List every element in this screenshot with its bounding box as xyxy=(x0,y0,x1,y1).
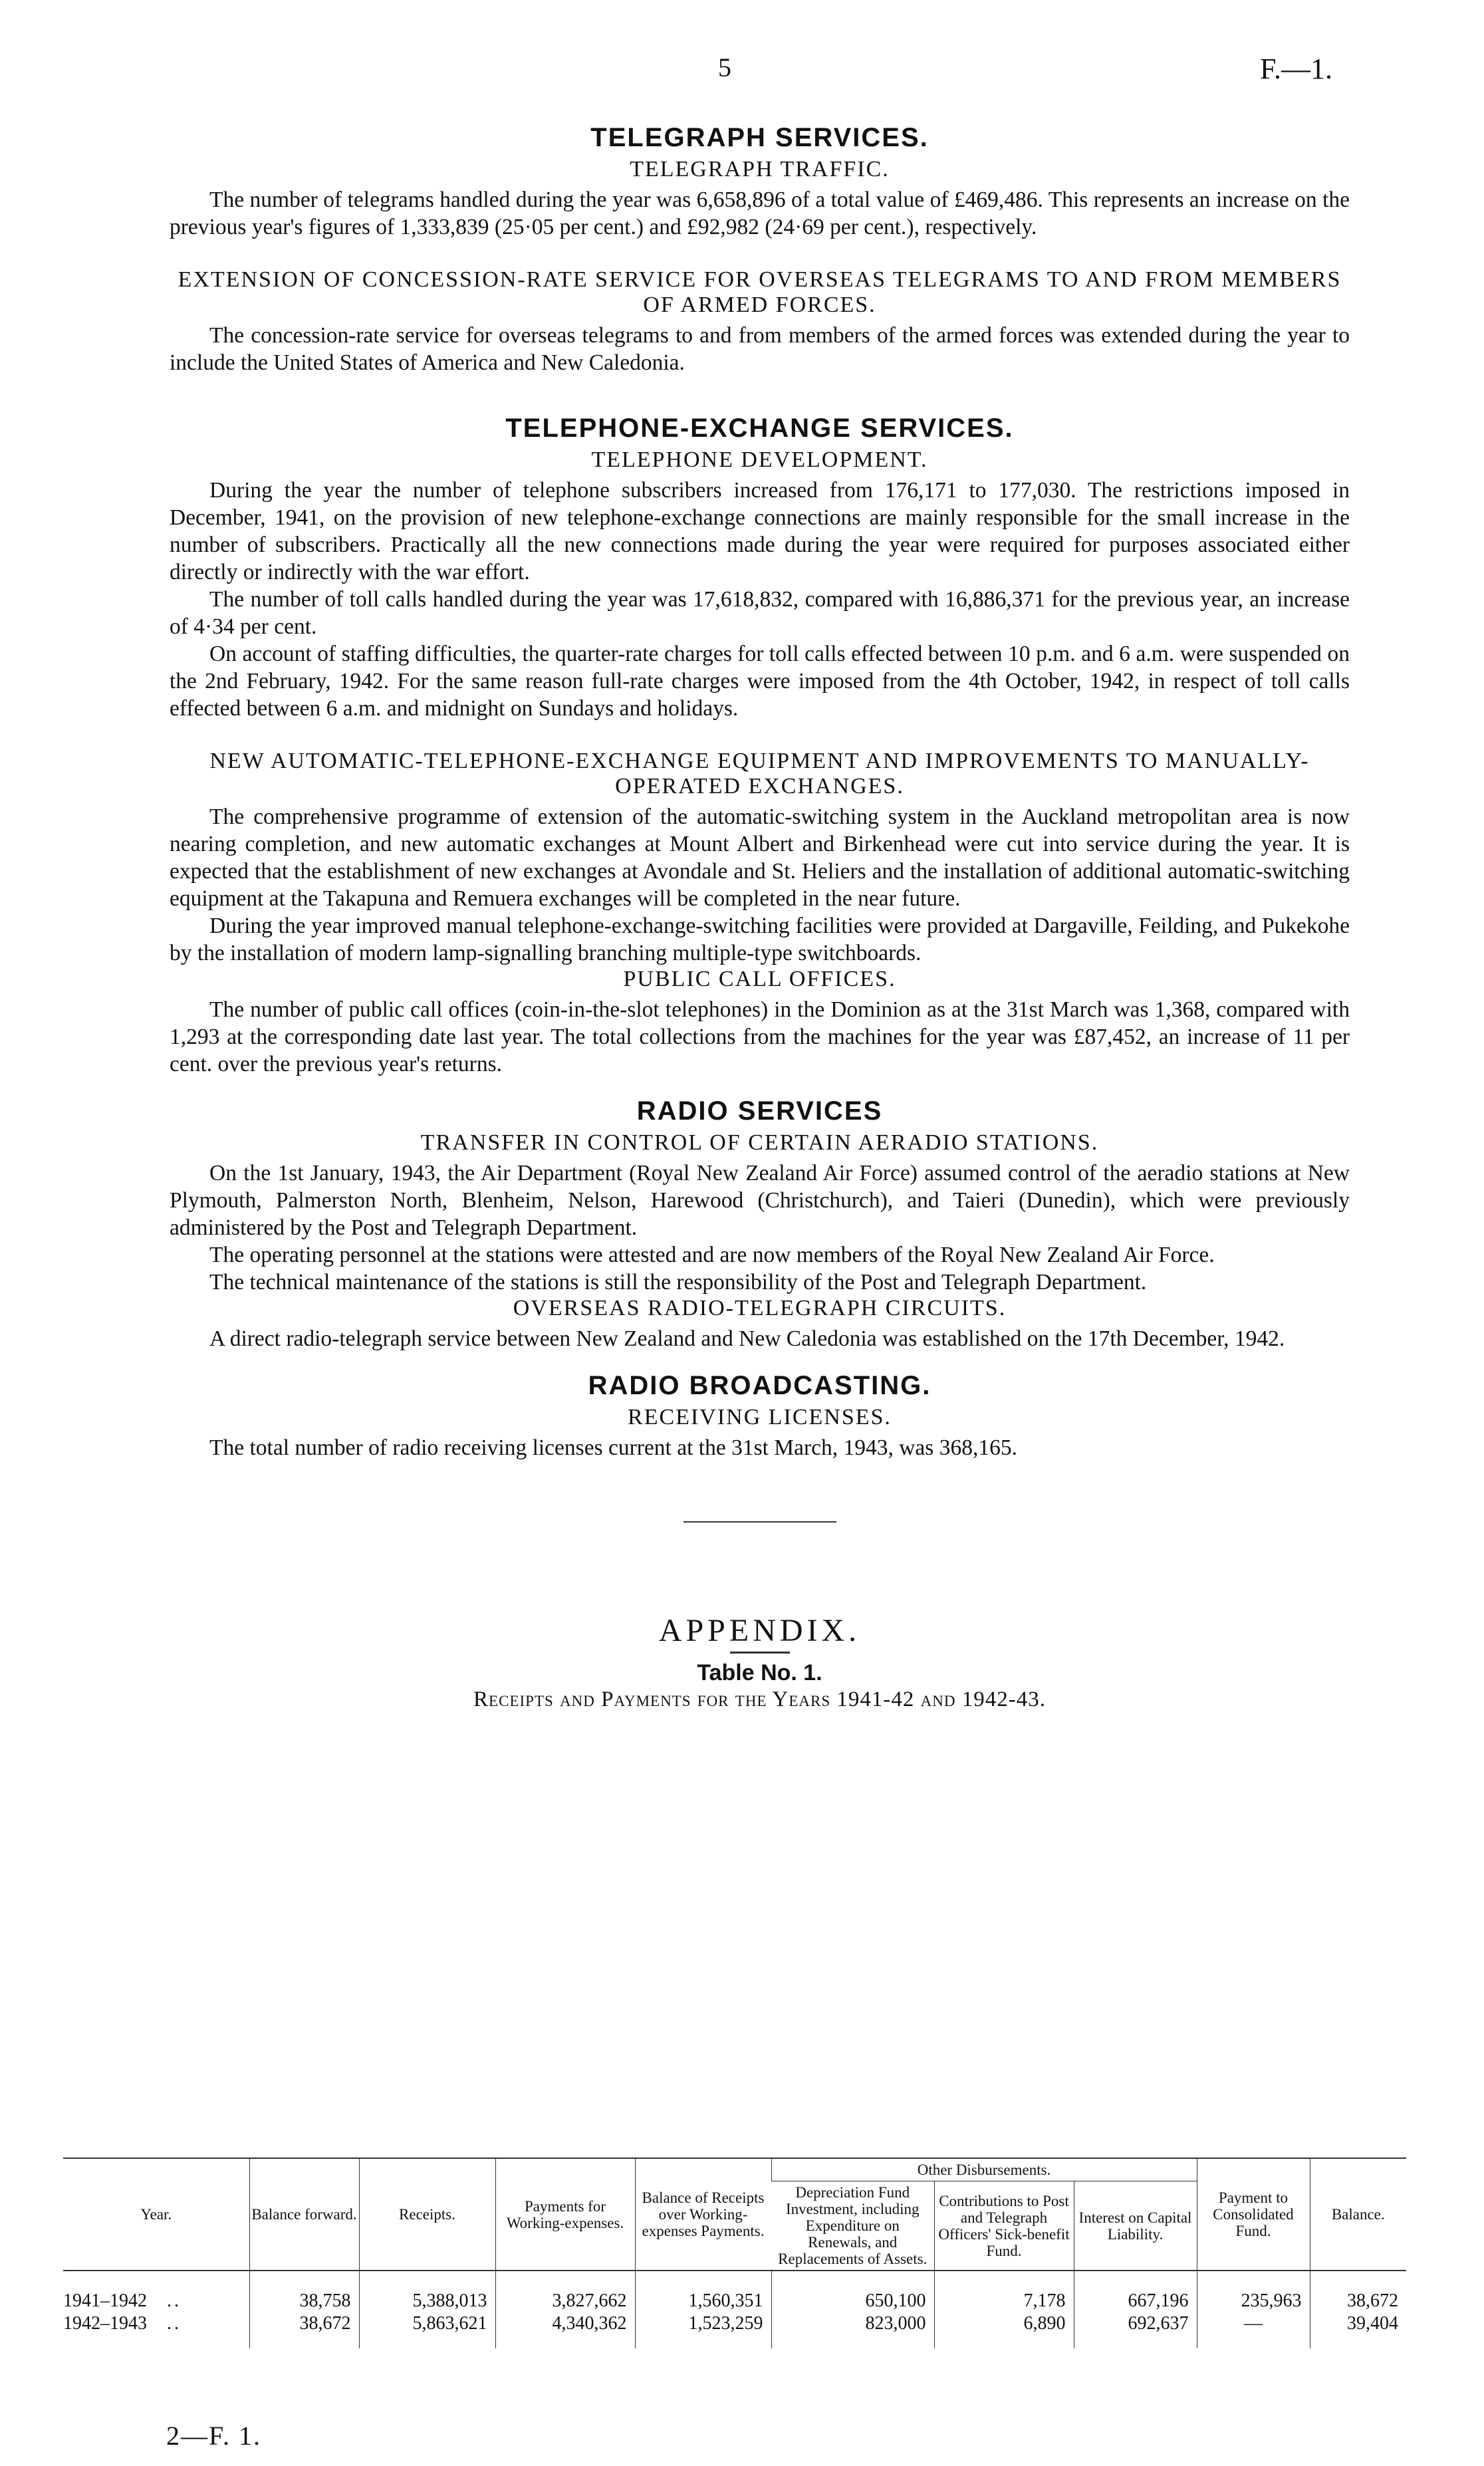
header-receipts: Receipts. xyxy=(359,2158,495,2271)
table-row xyxy=(63,2290,1406,2312)
cell-balance: 39,404 xyxy=(1310,2312,1406,2335)
cell-balance-forward: 38,672 xyxy=(249,2312,359,2335)
telephone-heading: TELEPHONE-EXCHANGE SERVICES. xyxy=(505,414,1014,443)
receipts-payments-table xyxy=(63,2158,1406,2348)
header-other-disbursements: Other Disbursements. xyxy=(771,2158,1197,2181)
cell-balance-receipts: 1,560,351 xyxy=(635,2290,771,2312)
cell-depreciation: 823,000 xyxy=(771,2312,934,2335)
appendix-title: APPENDIX. xyxy=(658,1613,861,1648)
telephone-section xyxy=(170,414,1350,1078)
broadcasting-section xyxy=(170,1371,1350,1461)
broadcasting-paragraph: The total number of radio receiving licenses current at the 31st March, 1943, was 368,165. xyxy=(209,1435,1017,1460)
cell-payments: 4,340,362 xyxy=(495,2312,635,2335)
radio-paragraph: On the 1st January, 1943, the Air Department (Royal New Zealand Air Force) assumed control of the aeradio stations at New Plymouth, Palmerston North, Blenheim, Nelson, Harewood (Christchurch), and Taieri (Dunedin), which were previously administered by the Post and Telegraph Department. xyxy=(170,1161,1350,1240)
automatic-exchange-heading: NEW AUTOMATIC-TELEPHONE-EXCHANGE EQUIPMENT AND IMPROVEMENTS TO MANUALLY-OPERATED EXCHANGES. xyxy=(209,749,1310,799)
broadcasting-heading: RADIO BROADCASTING. xyxy=(588,1371,931,1400)
receiving-licenses-heading: RECEIVING LICENSES. xyxy=(628,1405,892,1429)
cell-receipts: 5,388,013 xyxy=(359,2290,495,2312)
aeradio-transfer-heading: TRANSFER IN CONTROL OF CERTAIN AERADIO STATIONS. xyxy=(420,1130,1099,1155)
radio-heading: RADIO SERVICES xyxy=(636,1096,883,1126)
header-contributions: Contributions to Post and Telegraph Officers' Sick-benefit Fund. xyxy=(934,2181,1074,2271)
telephone-paragraph: During the year the number of telephone subscribers increased from 176,171 to 177,030. The restrictions imposed in December, 1941, on the provision of new telephone-exchange connections are mainly responsible for the small increase in the number of subscribers. Practically all the new connections made during the year were required for purposes associated either directly or indirectly with the war effort. xyxy=(170,478,1350,584)
telephone-paragraph: During the year improved manual telephone-exchange-switching facilities were provided at Dargaville, Feilding, and Pukekohe by the installation of modern lamp-signalling branching multiple-type switchboards. xyxy=(170,914,1350,965)
cell-consolidated: 235,963 xyxy=(1197,2290,1310,2312)
cell-contributions: 7,178 xyxy=(934,2290,1074,2312)
cell-year: 1942–1943 .. xyxy=(63,2313,182,2334)
header-balance: Balance. xyxy=(1310,2158,1406,2271)
telegraph-traffic-text: The number of telegrams handled during the year was 6,658,896 of a total value of £469,486. This represents an increase on the previous year's figures of 1,333,839 (25·05 per cent.) and £92,982 (24·69 per cent.), respectively. xyxy=(170,187,1350,239)
telephone-paragraph: On account of staffing difficulties, the quarter-rate charges for toll calls effected between 10 p.m. and 6 a.m. were suspended on the 2nd February, 1942. For the same reason full-rate charges were imposed from the 4th October, 1942, in respect of toll calls effected between 6 a.m. and midnight on Sundays and holidays. xyxy=(170,642,1350,721)
cell-contributions: 6,890 xyxy=(934,2312,1074,2335)
concession-rate-heading: EXTENSION OF CONCESSION-RATE SERVICE FOR OVERSEAS TELEGRAMS TO AND FROM MEMBERS OF ARMED FORCES. xyxy=(178,267,1342,317)
radio-section xyxy=(170,1096,1350,1352)
header-balance-receipts: Balance of Receipts over Working-expenses Payments. xyxy=(635,2158,771,2271)
header-consolidated: Payment to Consolidated Fund. xyxy=(1197,2158,1310,2271)
table-title: Table No. 1. xyxy=(697,1660,822,1685)
radio-paragraph: The operating personnel at the stations were attested and are now members of the Royal New Zealand Air Force. xyxy=(209,1243,1215,1267)
overseas-circuits-heading: OVERSEAS RADIO-TELEGRAPH CIRCUITS. xyxy=(513,1296,1007,1320)
telegraph-heading: TELEGRAPH SERVICES. xyxy=(590,123,929,152)
table-row xyxy=(63,2312,1406,2335)
header-depreciation: Depreciation Fund Investment, including Expenditure on Renewals, and Replacements of Assets. xyxy=(771,2181,934,2271)
cell-receipts: 5,863,621 xyxy=(359,2312,495,2335)
telephone-paragraph: The number of toll calls handled during the year was 17,618,832, compared with 16,886,371 for the previous year, an increase of 4·34 per cent. xyxy=(170,587,1350,639)
telephone-paragraph: The number of public call offices (coin-in-the-slot telephones) in the Dominion as at the 31st March was 1,368, compared with 1,293 at the corresponding date last year. The total collections from the machines for the year was £87,452, an increase of 11 per cent. over the previous year's returns. xyxy=(170,997,1350,1076)
telephone-paragraph: The comprehensive programme of extension of the automatic-switching system in the Auckland metropolitan area is now nearing completion, and new automatic exchanges at Mount Albert and Birkenhead were cut into service during the year. It is expected that the establishment of new exchanges at Avondale and St. Heliers and the installation of additional automatic-switching equipment at the Takapuna and Remuera exchanges will be completed in the near future. xyxy=(170,804,1350,911)
cell-depreciation: 650,100 xyxy=(771,2290,934,2312)
public-call-offices-heading: PUBLIC CALL OFFICES. xyxy=(623,967,896,991)
telegraph-traffic-heading: TELEGRAPH TRAFFIC. xyxy=(630,157,890,182)
header-year: Year. xyxy=(63,2158,249,2271)
concession-rate-text: The concession-rate service for overseas telegrams to and from members of the armed forces was extended during the year to include the United States of America and New Caledonia. xyxy=(170,323,1350,375)
printer-signature: 2—F. 1. xyxy=(166,2421,262,2451)
cell-interest: 692,637 xyxy=(1074,2312,1197,2335)
cell-balance-receipts: 1,523,259 xyxy=(635,2312,771,2335)
header-payments: Payments for Working-expenses. xyxy=(495,2158,635,2271)
page-number: 5 xyxy=(718,53,731,82)
header-interest: Interest on Capital Liability. xyxy=(1074,2181,1197,2271)
cell-payments: 3,827,662 xyxy=(495,2290,635,2312)
radio-paragraph: The technical maintenance of the stations is still the responsibility of the Post and Telegraph Department. xyxy=(209,1270,1147,1295)
telephone-development-heading: TELEPHONE DEVELOPMENT. xyxy=(591,447,928,472)
cell-year: 1941–1942 .. xyxy=(63,2290,182,2311)
appendix-section xyxy=(170,1612,1350,1712)
appendix-rule xyxy=(730,1652,790,1654)
document-reference: F.—1. xyxy=(1260,53,1332,85)
telegraph-section xyxy=(170,123,1350,376)
main-content xyxy=(170,123,1350,1712)
cell-balance-forward: 38,758 xyxy=(249,2290,359,2312)
table-subtitle: Receipts and Payments for the Years 1941-42 and 1942-43. xyxy=(473,1687,1046,1711)
radio-paragraph: A direct radio-telegraph service between New Zealand and New Caledonia was established on the 17th December, 1942. xyxy=(209,1326,1285,1351)
cell-interest: 667,196 xyxy=(1074,2290,1197,2312)
header-balance-forward: Balance forward. xyxy=(249,2158,359,2271)
cell-consolidated: — xyxy=(1197,2312,1310,2335)
cell-balance: 38,672 xyxy=(1310,2290,1406,2312)
